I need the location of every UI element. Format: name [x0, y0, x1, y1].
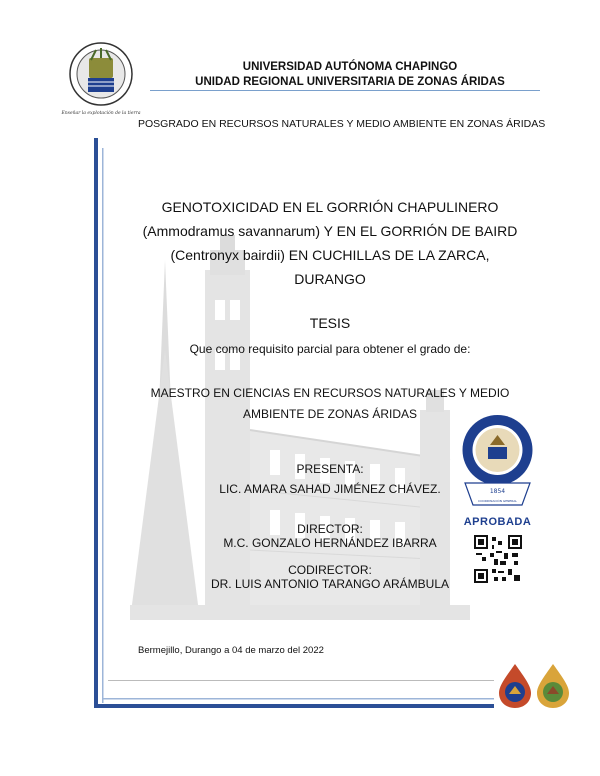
header-divider: [150, 90, 540, 91]
degree-requirement: Que como requisito parcial para obtener el grado de:: [189, 342, 471, 356]
qr-code-icon: [474, 535, 522, 583]
title-line: (Centronyx bairdii) EN CUCHILLAS DE LA ZARCA,: [170, 247, 490, 263]
approval-seal-icon: [460, 413, 535, 513]
program-name: POSGRADO EN RECURSOS NATURALES Y MEDIO AMBIENTE EN ZONAS ÁRIDAS: [138, 118, 546, 130]
director-block: [180, 522, 480, 550]
author-name: LIC. AMARA SAHAD JIMÉNEZ CHÁVEZ.: [219, 482, 441, 496]
title-line: (Ammodramus savannarum) Y EN EL GORRIÓN DE BAIRD: [142, 223, 518, 239]
director-name: M.C. GONZALO HERNÁNDEZ IBARRA: [223, 536, 437, 550]
svg-text:Enseñar la explotación de la t: Enseñar la explotación de la tierra: [61, 111, 141, 116]
seal-year: 1854: [489, 488, 506, 495]
author-block: [180, 462, 480, 496]
thesis-title: [130, 195, 530, 291]
codirector-label: CODIRECTOR:: [288, 563, 372, 577]
regional-unit-name: UNIDAD REGIONAL UNIVERSITARIA DE ZONAS ÁRIDAS: [195, 76, 505, 88]
university-header: [160, 60, 540, 90]
degree-line: MAESTRO EN CIENCIAS EN RECURSOS NATURALES Y MEDIO: [150, 386, 510, 400]
place-date: Bermejillo, Durango a 04 de marzo del 2022: [138, 645, 324, 656]
svg-text:COORDINACIÓN GENERAL: COORDINACIÓN GENERAL: [478, 499, 517, 503]
degree-line: AMBIENTE DE ZONAS ÁRIDAS: [242, 407, 418, 421]
approval-status: APROBADA: [463, 516, 532, 528]
presents-label: PRESENTA:: [296, 462, 364, 476]
university-logo-icon: [58, 38, 144, 120]
title-line: DURANGO: [294, 271, 366, 287]
title-line: GENOTOXICIDAD EN EL GORRIÓN CHAPULINERO: [161, 199, 499, 215]
regional-logo-icon: [495, 660, 575, 710]
director-label: DIRECTOR:: [297, 522, 363, 536]
university-name: UNIVERSIDAD AUTÓNOMA CHAPINGO: [242, 61, 458, 73]
document-type: TESIS: [309, 315, 351, 331]
codirector-name: DR. LUIS ANTONIO TARANGO ARÁMBULA: [210, 577, 450, 591]
codirector-block: [180, 563, 480, 591]
